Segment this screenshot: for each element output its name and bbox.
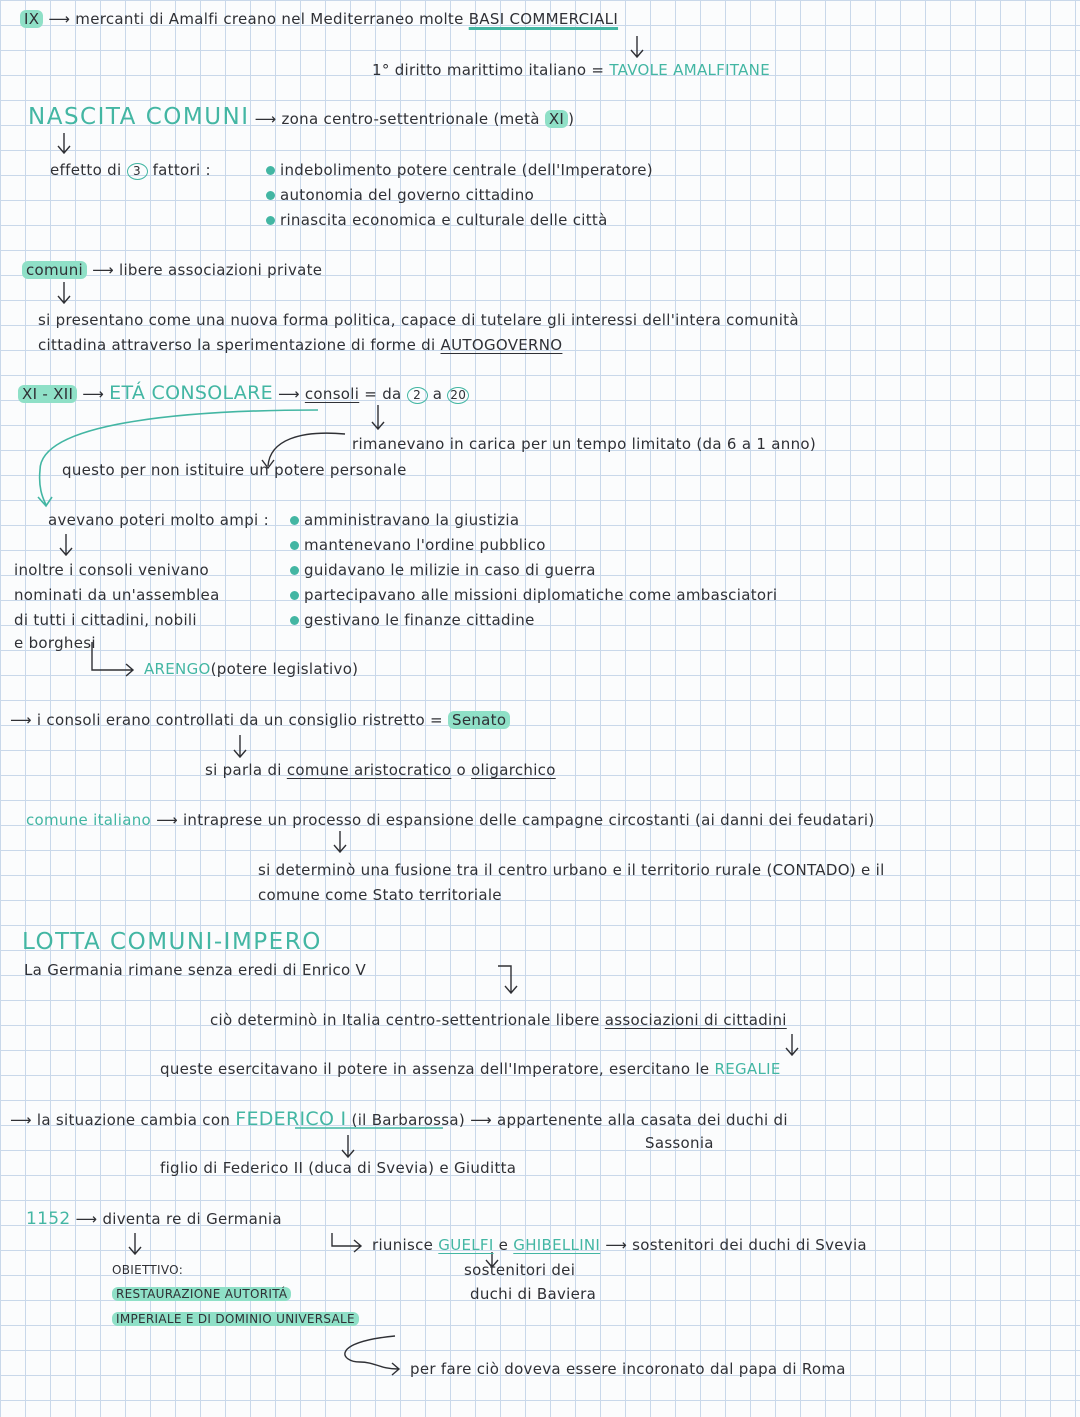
parla-text: si parla di: [205, 761, 282, 779]
eta-consolare-title: ETÁ CONSOLARE: [109, 382, 273, 404]
fusione-line: si determinò una fusione tra il centro urbano e il territorio rurale (CONTADO) e il: [258, 861, 885, 879]
factor-1: [266, 161, 653, 179]
zona-text: zona centro-settentrionale (metà: [281, 110, 540, 128]
arrow-right-icon: ⟶: [605, 1236, 628, 1254]
bullet-icon: [266, 216, 275, 225]
questo-text: questo per non istituire un potere personale: [62, 461, 407, 479]
e-text: e: [498, 1236, 509, 1254]
potere-text: gestivano le finanze cittadine: [304, 611, 535, 629]
guelfi-note-1: sostenitori dei: [464, 1261, 576, 1279]
paren-close: ): [568, 110, 575, 128]
nascita-comuni-heading: [28, 104, 574, 130]
arrow-right-icon: ⟶: [10, 711, 32, 729]
bullet-icon: [290, 516, 299, 525]
year-1152-line: [26, 1210, 282, 1228]
tavole-amalfitane: TAVOLE AMALFITANE: [609, 61, 770, 79]
comuni-term: comuni: [22, 261, 87, 279]
arrow-right-icon: ⟶: [156, 811, 178, 829]
associazioni-cittadini: associazioni di cittadini: [604, 1011, 787, 1029]
potere-text: amministravano la giustizia: [304, 511, 520, 529]
riunisce-text: riunisce: [372, 1236, 434, 1254]
obiettivo-1: [112, 1285, 291, 1303]
forma-line-1: si presentano come una nuova forma politica, capace di tutelare gli interessi dell'intera comunità: [38, 311, 799, 329]
potere-2: [290, 536, 546, 554]
potere-1: [290, 511, 519, 529]
riunisce-line: [372, 1236, 867, 1254]
effetto-line: [50, 161, 211, 180]
consoli-term: consoli: [304, 385, 360, 403]
casata-text: appartenente alla casata dei duchi di: [497, 1111, 788, 1129]
determino-line: [210, 1011, 787, 1029]
arengo-term: ARENGO: [144, 660, 211, 678]
arrow-right-icon: ⟶: [75, 1210, 98, 1228]
guelfi-note-2: duchi di Baviera: [470, 1285, 597, 1303]
arrow-right-icon: ⟶: [82, 385, 105, 403]
inoltre-line-3: di tutti i cittadini, nobili: [14, 611, 197, 629]
cambia-text: la situazione cambia con: [36, 1111, 231, 1129]
carica-text: rimanevano in carica per un tempo limitato (da 6 a 1 anno): [352, 435, 817, 453]
arrow-right-icon: ⟶: [277, 385, 300, 403]
potere-text: mantenevano l'ordine pubblico: [304, 536, 546, 554]
libere-text: libere associazioni private: [119, 261, 323, 279]
papa-line: per fare ciò doveva essere incoronato dal papa di Roma: [410, 1360, 846, 1378]
roman-ix: IX: [20, 10, 43, 28]
factor-text: autonomia del governo cittadino: [280, 186, 535, 204]
senato-line: [10, 711, 510, 729]
federico-line: [10, 1110, 788, 1129]
obiettivo-text-1: RESTAURAZIONE AUTORITÁ: [112, 1287, 291, 1301]
federico-name: FEDERICO I: [235, 1108, 347, 1130]
o-text: o: [456, 761, 466, 779]
inoltre-line-1: inoltre i consoli venivano: [14, 561, 210, 579]
arengo-line: [144, 660, 358, 678]
line-diritto: [372, 61, 770, 79]
lotta-title: LOTTA COMUNI-IMPERO: [22, 929, 322, 955]
bullet-icon: [266, 166, 275, 175]
bullet-icon: [290, 541, 299, 550]
oligarchico: oligarchico: [471, 761, 556, 779]
arrow-right-icon: ⟶: [48, 10, 71, 28]
potere-text: partecipavano alle missioni diplomatiche come ambasciatori: [304, 586, 778, 604]
stato-territoriale-line: comune come Stato territoriale: [258, 886, 502, 904]
comune-italiano-term: comune italiano: [26, 811, 151, 829]
determino-text: ciò determinò in Italia centro-settentrionale libere: [210, 1011, 600, 1029]
potere-4: [290, 586, 777, 604]
ghibellini-term: GHIBELLINI: [513, 1236, 601, 1254]
arrow-right-icon: ⟶: [254, 110, 277, 128]
effetto-text: effetto di: [50, 161, 122, 179]
nascita-comuni-title: NASCITA COMUNI: [28, 104, 250, 130]
sostenitori-svevia: sostenitori dei duchi di Svevia: [632, 1236, 867, 1254]
inoltre-line-2: nominati da un'assemblea: [14, 586, 220, 604]
inoltre-line-4: e borghesi: [14, 634, 96, 652]
autogoverno: AUTOGOVERNO: [440, 336, 563, 354]
amalfi-text: mercanti di Amalfi creano nel Mediterraneo molte: [75, 10, 464, 28]
arengo-note: (potere legislativo): [210, 660, 359, 678]
factor-2: [266, 186, 534, 204]
poteri-text: avevano poteri molto ampi :: [48, 511, 269, 529]
roman-xi: XI: [545, 110, 568, 128]
aristocratico-line: [205, 761, 556, 779]
year-1152: 1152: [26, 1209, 71, 1229]
senato-term: Senato: [448, 711, 510, 729]
bullet-icon: [290, 566, 299, 575]
eta-consolare-heading: [18, 384, 469, 404]
comune-aristocratico: comune aristocratico: [286, 761, 452, 779]
bullet-icon: [290, 616, 299, 625]
dates-badge: XI - XII: [18, 385, 77, 403]
obiettivo-label: OBIETTIVO:: [112, 1263, 184, 1277]
factor-text: indebolimento potere centrale (dell'Imperatore): [280, 161, 653, 179]
re-germania-text: diventa re di Germania: [102, 1210, 282, 1228]
diritto-text: 1° diritto marittimo italiano =: [372, 61, 605, 79]
arrow-right-icon: ⟶: [92, 261, 114, 279]
regalie-term: REGALIE: [714, 1060, 781, 1078]
a-text: a: [432, 385, 443, 403]
arrow-right-icon: ⟶: [470, 1111, 492, 1129]
forma-text: cittadina attraverso la sperimentazione di forme di: [38, 336, 436, 354]
factor-text: rinascita economica e culturale delle città: [280, 211, 608, 229]
obiettivo-text-2: IMPERIALE E DI DOMINIO UNIVERSALE: [112, 1312, 359, 1326]
basi-commerciali: BASI COMMERCIALI: [468, 10, 619, 28]
number-circle: 20: [447, 387, 469, 404]
eq-text: = da: [364, 385, 402, 403]
obiettivo-2: [112, 1310, 359, 1328]
line-amalfi: [20, 10, 618, 28]
potere-text: guidavano le milizie in caso di guerra: [304, 561, 596, 579]
comuni-libere-line: [22, 261, 322, 279]
potere-5: [290, 611, 535, 629]
comune-italiano-line: [26, 811, 875, 829]
potere-3: [290, 561, 596, 579]
figlio-line: figlio di Federico II (duca di Svevia) e Giuditta: [160, 1159, 517, 1177]
espansione-text: intraprese un processo di espansione delle campagne circostanti (ai danni dei feudatari): [182, 811, 875, 829]
guelfi-term: GUELFI: [438, 1236, 494, 1254]
arrow-right-icon: ⟶: [10, 1111, 32, 1129]
germania-line: La Germania rimane senza eredi di Enrico V: [24, 961, 367, 979]
number-circle: 2: [407, 387, 428, 404]
regalie-line: [160, 1060, 781, 1078]
regalie-text: queste esercitavano il potere in assenza dell'Imperatore, esercitano le: [160, 1060, 710, 1078]
sassonia-text: Sassonia: [645, 1134, 714, 1152]
bullet-icon: [290, 591, 299, 600]
fattori-text: fattori :: [152, 161, 211, 179]
bullet-icon: [266, 191, 275, 200]
barbarossa-text: (il Barbarossa): [351, 1111, 466, 1129]
forma-line-2: [38, 336, 562, 354]
senato-text: i consoli erano controllati da un consiglio ristretto =: [36, 711, 443, 729]
factor-3: [266, 211, 608, 229]
number-circle: 3: [127, 163, 148, 180]
